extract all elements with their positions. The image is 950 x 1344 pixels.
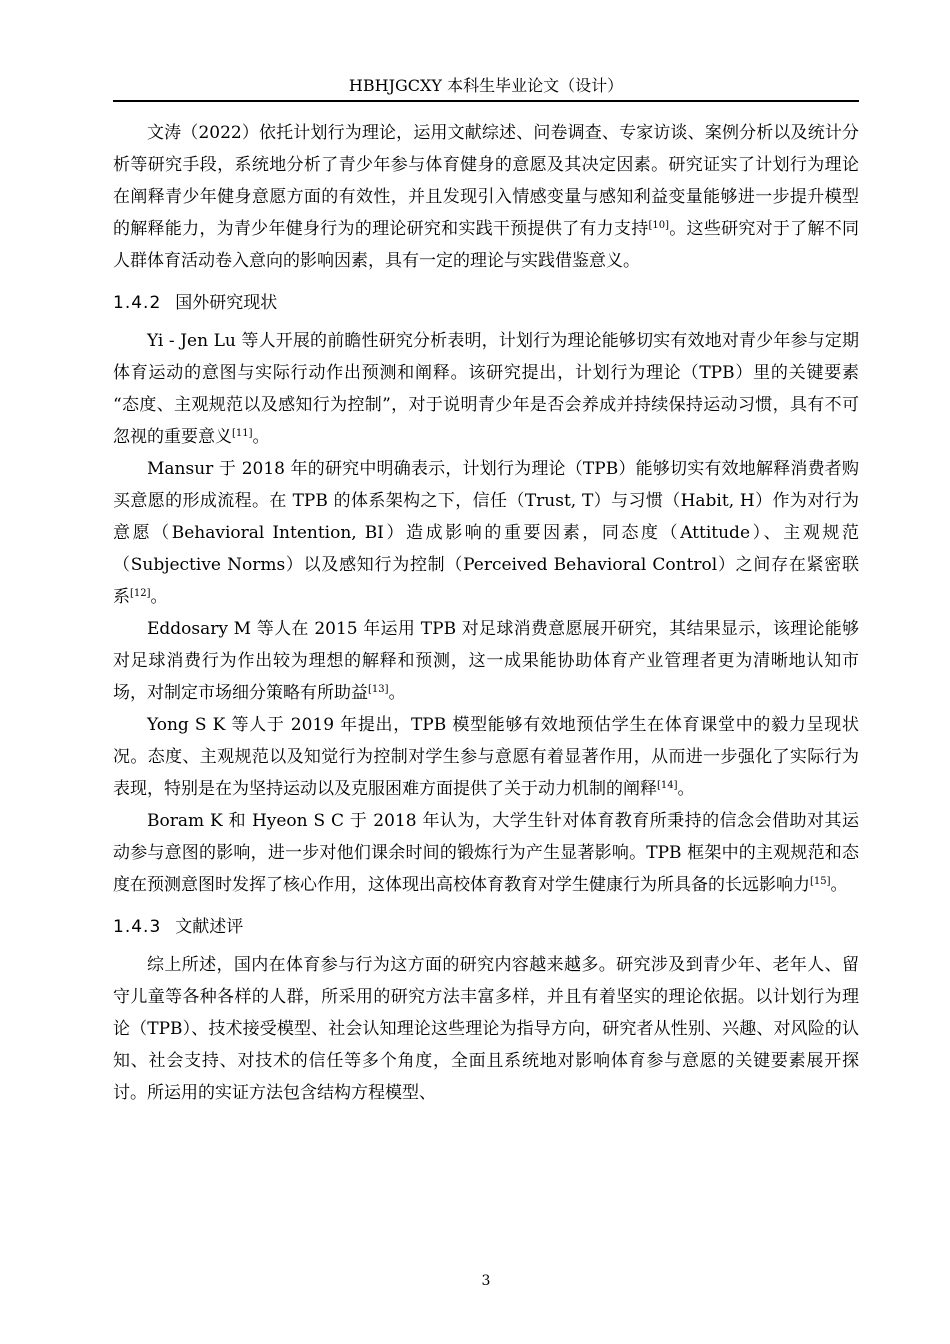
paragraph-text: 文涛（2022）依托计划行为理论，运用文献综述、问卷调查、专家访谈、案例分析以及统计分析等研究手段，系统地分析了青少年参与体育健身的意愿及其决定因素。研究证实了计划行为理论在阐释青少年健身意愿方面的有效性，并且发现引入情感变量与感知利益变量能够进一步提升模型的解释能力，为青少年健身行为的理论研究和实践干预提供了有力支持 <box>113 123 859 239</box>
paragraph-tail: 。 <box>677 779 695 799</box>
paragraph-text: Boram K 和 Hyeon S C 于 2018 年认为，大学生针对体育教育所秉持的信念会借助对其运动参与意图的影响，进一步对他们课余时间的锻炼行为产生显著影响。TPB 框架中的主观规范和态度在预测意图时发挥了核心作用，这体现出高校体育教育对学生健康行为所具备的长远影响力 <box>113 811 859 895</box>
paragraph-yong-s-k <box>113 709 859 805</box>
citation-ref: [15] <box>810 876 831 887</box>
paragraph-tail: 。 <box>252 427 270 447</box>
section-heading-1-4-2 <box>113 287 859 319</box>
paragraph-boram-k <box>113 805 859 901</box>
body-text <box>113 117 859 1109</box>
paragraph-summary <box>113 949 859 1109</box>
citation-ref: [11] <box>232 428 253 439</box>
section-heading-1-4-3 <box>113 911 859 943</box>
section-number: 1.4.2 <box>113 293 162 313</box>
paragraph-mansur <box>113 453 859 613</box>
section-number: 1.4.3 <box>113 917 162 937</box>
paragraph-text: Yi - Jen Lu 等人开展的前瞻性研究分析表明，计划行为理论能够切实有效地对青少年参与定期体育运动的意图与实际行动作出预测和阐释。该研究提出，计划行为理论（TPB）里的关键要素 “态度、主观规范以及感知行为控制”，对于说明青少年是否会养成并持续保持运动习惯，具有不可忽视的重要意义 <box>113 331 859 447</box>
header-rule <box>113 100 859 102</box>
paragraph-tail: 。 <box>388 683 406 703</box>
paragraph-tail: 。 <box>830 875 848 895</box>
paragraph-text: Mansur 于 2018 年的研究中明确表示，计划行为理论（TPB）能够切实有效地解释消费者购买意愿的形成流程。在 TPB 的体系架构之下，信任（Trust, T）与习惯（Habit, H）作为对行为意愿（Behavioral Intention, BI）造成影响的重要因素，同态度（Attitude）、主观规范（Subjective Norms）以及感知行为控制（Perceived Behavioral Control）之间存在紧密联系 <box>113 459 859 607</box>
paragraph-text: Eddosary M 等人在 2015 年运用 TPB 对足球消费意愿展开研究，其结果显示，该理论能够对足球消费行为作出较为理想的解释和预测，这一成果能协助体育产业管理者更为清晰地认知市场，对制定市场细分策略有所助益 <box>113 619 859 703</box>
citation-ref: [12] <box>130 588 151 599</box>
citation-ref: [13] <box>368 684 389 695</box>
paragraph-tail: 。 <box>150 587 168 607</box>
section-title: 国外研究现状 <box>175 293 278 313</box>
paragraph-text: 综上所述，国内在体育参与行为这方面的研究内容越来越多。研究涉及到青少年、老年人、留守儿童等各种各样的人群，所采用的研究方法丰富多样，并且有着坚实的理论依据。以计划行为理论（TPB）、技术接受模型、社会认知理论这些理论为指导方向，研究者从性别、兴趣、对风险的认知、社会支持、对技术的信任等多个角度，全面且系统地对影响体育参与意愿的关键要素展开探讨。所运用的实证方法包含结构方程模型、 <box>113 955 859 1103</box>
paragraph-tail: 。这些研究对于了解不同人群体育活动卷入意向的影响因素，具有一定的理论与实践借鉴意义。 <box>113 219 860 271</box>
citation-ref: [10] <box>648 220 669 231</box>
paragraph-text: Yong S K 等人于 2019 年提出，TPB 模型能够有效地预估学生在体育课堂中的毅力呈现状况。态度、主观规范以及知觉行为控制对学生参与意愿有着显著作用，从而进一步强化了实际行为表现，特别是在为坚持运动以及克服困难方面提供了关于动力机制的阐释 <box>113 715 859 799</box>
page-number: 3 <box>481 1273 491 1289</box>
running-header: HBHJGCXY 本科生毕业论文（设计） <box>348 76 624 95</box>
section-title: 文献述评 <box>175 917 244 937</box>
paragraph-wen-tao <box>113 117 859 277</box>
paragraph-yi-jen-lu <box>113 325 859 453</box>
paragraph-eddosary <box>113 613 859 709</box>
citation-ref: [14] <box>657 780 678 791</box>
